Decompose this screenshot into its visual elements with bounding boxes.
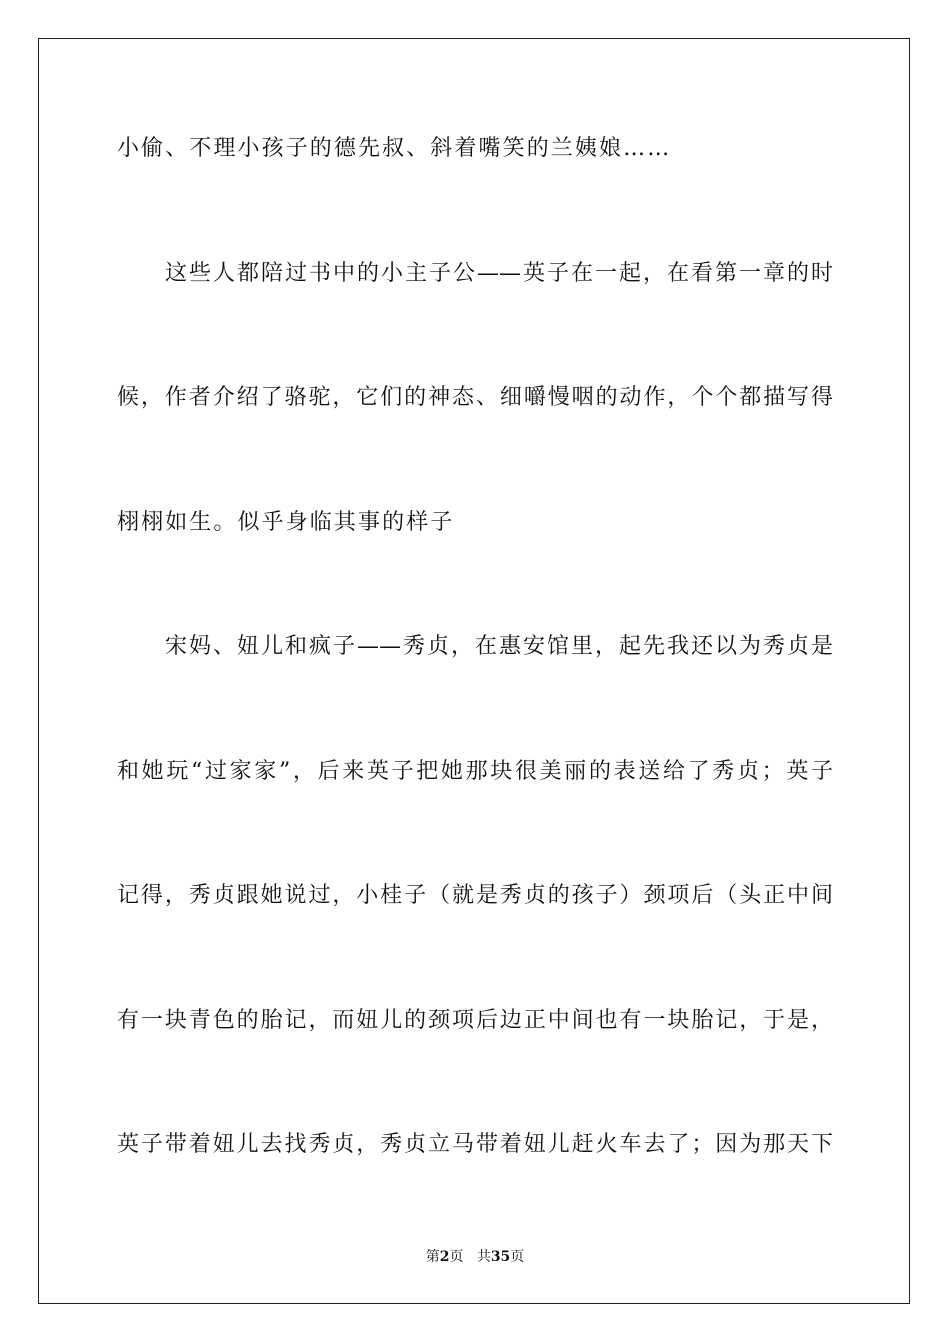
body-line-1: 小偷、不理小孩子的德先叔、斜着嘴笑的兰姨娘…… [117,136,672,161]
body-line-8: 有一块青色的胎记，而妞儿的颈项后边正中间也有一块胎记，于是， [117,1008,833,1033]
body-line-3: 候，作者介绍了骆驼，它们的神态、细嚼慢咽的动作，个个都描写得 [117,385,833,410]
page-border [38,38,910,1304]
body-line-7: 记得，秀贞跟她说过，小桂子（就是秀贞的孩子）颈项后（头正中间 [117,883,833,908]
body-line-4: 栩栩如生。似乎身临其事的样子 [117,510,455,535]
page-footer [0,1248,950,1266]
body-line-6: 和她玩“过家家”，后来英子把她那块很美丽的表送给了秀贞；英子 [117,759,833,784]
footer-total-suffix: 页 [510,1249,525,1265]
footer-page-prefix: 第 [425,1249,440,1265]
footer-total-pages: 35 [490,1249,511,1265]
footer-page-suffix: 页 [449,1249,464,1265]
body-line-9: 英子带着妞儿去找秀贞，秀贞立马带着妞儿赶火车去了；因为那天下 [117,1132,833,1157]
body-line-2: 这些人都陪过书中的小主子公——英子在一起，在看第一章的时 [165,261,833,286]
body-line-5: 宋妈、妞儿和疯子——秀贞，在惠安馆里，起先我还以为秀贞是 [165,634,833,659]
footer-total-prefix: 共 [476,1249,491,1265]
footer-page-number: 2 [439,1249,450,1265]
